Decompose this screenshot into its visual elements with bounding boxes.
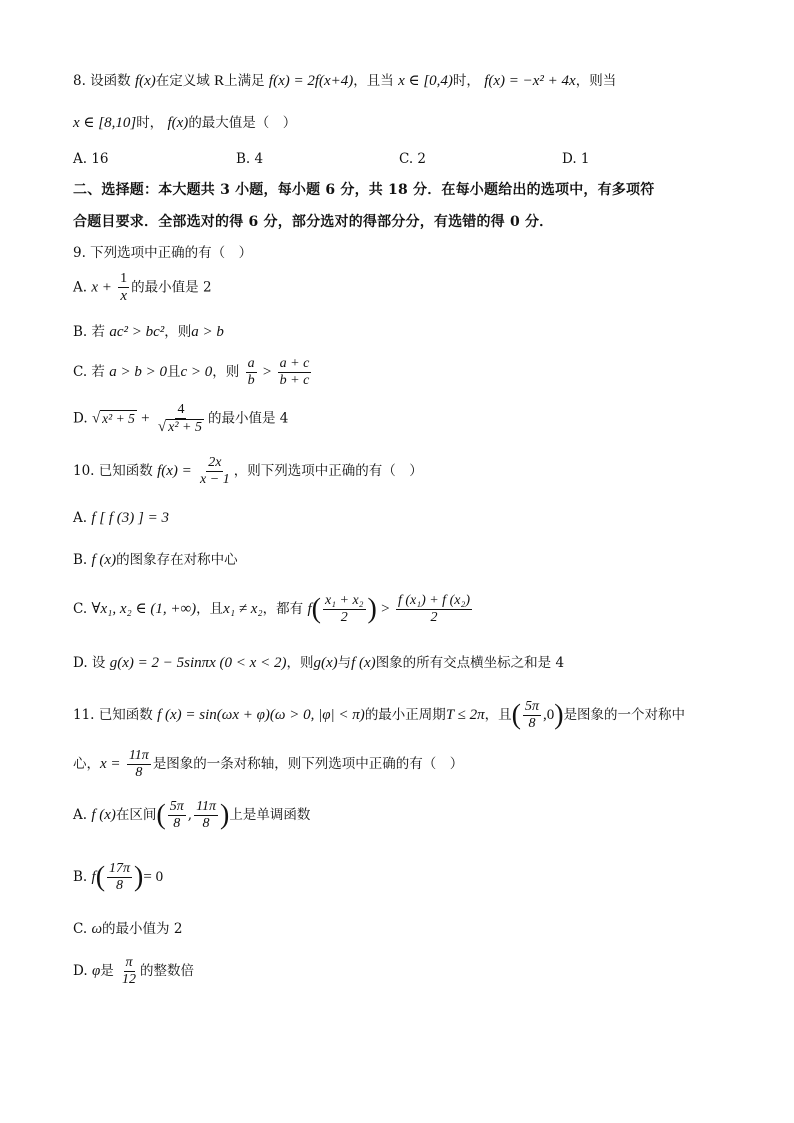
option-label: A. xyxy=(73,279,88,296)
math: g(x) xyxy=(313,655,338,671)
text: 的整数倍 xyxy=(140,963,195,980)
paren-left: ( xyxy=(311,593,321,625)
math: φ xyxy=(91,963,101,980)
text: 上满足 xyxy=(224,73,265,89)
section-heading-line1: 二、选择题：本大题共 3 小题，每小题 6 分，共 18 分．在每小题给出的选项中，有多项符 xyxy=(73,182,655,198)
text: 与 xyxy=(337,655,352,671)
math: > xyxy=(262,364,272,381)
q11-option-d xyxy=(73,956,730,987)
math: ∀x₁, x₂ ∈ (1, +∞) xyxy=(91,601,197,618)
sqrt-sign: √ xyxy=(157,418,167,435)
numerator: 11π xyxy=(128,748,149,763)
text: ，且 xyxy=(484,707,512,724)
fraction xyxy=(198,456,232,487)
math: f(x) = −x² + 4x xyxy=(484,73,576,89)
paren-left: ( xyxy=(95,861,106,893)
paren-right: ) xyxy=(367,593,377,625)
option-label: C. 若 xyxy=(73,364,105,381)
q9-stem: 9. 下列选项中正确的有（ ） xyxy=(73,245,253,261)
fraction xyxy=(194,800,218,831)
math: g(x) = 2 − 5sinπx (0 < x < 2) xyxy=(109,655,287,671)
q8-stem-line1 xyxy=(73,72,730,90)
fraction xyxy=(156,403,206,435)
q10-number: 10. 已知函数 xyxy=(73,463,153,480)
math: f(x) = 2f(x+4) xyxy=(268,73,354,89)
denominator: 12 xyxy=(122,971,137,987)
text: ，都有 xyxy=(262,601,304,618)
fraction xyxy=(246,357,257,388)
math: x + xyxy=(91,279,112,296)
numerator: 4 xyxy=(177,402,185,417)
denominator: x xyxy=(120,287,127,304)
numerator: 17π xyxy=(109,861,131,876)
text: ，则当 xyxy=(575,73,617,89)
denominator: 8 xyxy=(202,815,210,831)
paren-left: ( xyxy=(156,799,166,831)
numerator: f (x₁) + f (x₂) xyxy=(397,593,470,608)
section-heading-line2: 合题目要求．全部选对的得 6 分，部分选对的得部分分，有选错的得 0 分． xyxy=(73,214,554,230)
math: a > b > 0 xyxy=(109,364,167,381)
math: ,0 xyxy=(542,707,555,724)
math: f(x) xyxy=(134,73,156,89)
math: a > b xyxy=(191,324,224,340)
sqrt-radicand: x² + 5 xyxy=(168,419,202,435)
q8-options xyxy=(73,151,730,167)
fraction xyxy=(118,272,129,304)
option-b: B. 4 xyxy=(236,151,264,167)
text: 图象的所有交点横坐标之和是 4 xyxy=(375,655,565,671)
text: 是图象的一个对称中 xyxy=(563,707,686,724)
q11-option-c xyxy=(73,920,730,938)
text: 的最小正周期 xyxy=(364,707,446,724)
option-label: D. xyxy=(73,410,88,427)
fraction xyxy=(127,749,151,780)
text: 且 xyxy=(166,364,181,381)
math: + xyxy=(141,410,150,427)
text: 是图象的一条对称轴，则下列选项中正确的有（ ） xyxy=(152,756,464,773)
option-label: D. 设 xyxy=(73,655,106,671)
math: f xyxy=(307,601,312,618)
numerator: 11π xyxy=(196,799,217,814)
math: x = xyxy=(100,756,121,773)
numerator: a + c xyxy=(279,356,310,371)
text: 是 xyxy=(100,963,114,980)
math: R xyxy=(214,73,225,89)
option-label: B. xyxy=(73,552,88,568)
text: 时， xyxy=(452,73,480,89)
text: 的最小值为 2 xyxy=(102,921,183,937)
text: ，则下列选项中正确的有（ ） xyxy=(233,463,423,480)
option-c: C. 2 xyxy=(399,151,427,167)
math: T ≤ 2π xyxy=(445,707,485,724)
math: = 0 xyxy=(143,869,164,886)
q11-stem-line1 xyxy=(73,700,730,731)
text: 心， xyxy=(73,756,100,773)
q11-stem-line2 xyxy=(73,749,730,780)
math: f (x) = sin(ωx + φ)(ω > 0, |φ| < π) xyxy=(157,707,365,724)
math: f(x) xyxy=(167,115,189,131)
q10-stem xyxy=(73,456,730,487)
denominator: 8 xyxy=(135,764,143,780)
paren-right: ) xyxy=(220,799,230,831)
fraction xyxy=(120,956,138,987)
denominator: b + c xyxy=(279,372,310,388)
fraction xyxy=(396,594,472,625)
denominator: 8 xyxy=(528,715,536,731)
denominator: 2 xyxy=(340,609,348,625)
q9-option-b xyxy=(73,323,730,341)
math: x ∈ [8,10] xyxy=(73,115,137,131)
option-label: A. xyxy=(73,510,88,526)
denominator: 2 xyxy=(430,609,438,625)
math: x ∈ [0,4) xyxy=(398,73,453,89)
denominator: 8 xyxy=(116,877,124,893)
q10-option-b xyxy=(73,551,730,569)
q8-stem-line2 xyxy=(73,114,730,132)
fraction xyxy=(278,357,312,388)
q10-option-a xyxy=(73,509,730,527)
numerator: 5π xyxy=(169,799,184,814)
q9-option-a xyxy=(73,272,730,304)
q9-option-d xyxy=(73,403,730,435)
option-label: C. xyxy=(73,921,88,937)
fraction xyxy=(523,700,541,731)
text: 在定义域 xyxy=(155,73,210,89)
math: f (x) xyxy=(351,655,376,671)
option-label: D. xyxy=(73,963,88,980)
paren-right: ) xyxy=(134,861,144,893)
text: 的最小值是 4 xyxy=(207,410,289,427)
q11-number: 11. 已知函数 xyxy=(73,707,153,724)
numerator: x₁ + x₂ xyxy=(324,593,364,608)
denominator: 8 xyxy=(173,815,181,831)
text: ，且 xyxy=(196,601,224,618)
denominator: x − 1 xyxy=(200,471,230,487)
fraction xyxy=(107,862,132,893)
numerator: a xyxy=(247,356,255,371)
denominator: b xyxy=(247,372,255,388)
numerator: 5π xyxy=(524,699,539,714)
math: ac² > bc² xyxy=(109,324,165,340)
numerator: 1 xyxy=(120,271,128,286)
text: ，则 xyxy=(286,655,314,671)
option-label: B. xyxy=(73,869,88,886)
q11-option-b xyxy=(73,862,730,893)
paren-left: ( xyxy=(511,699,521,731)
text: 在区间 xyxy=(115,807,157,824)
math: c > 0 xyxy=(180,364,213,381)
math: f [ f (3) ] = 3 xyxy=(91,510,169,526)
q8-number: 8. 设函数 xyxy=(73,73,131,89)
text: 的最大值是（ ） xyxy=(188,115,297,131)
option-a: A. 16 xyxy=(73,151,109,167)
q11-option-a: A. f (x)在区间( $\frac{5\pi}{8}$ , $\frac{11\pi}{8}$ )上是单调函数 xyxy=(73,799,311,831)
q10-option-d xyxy=(73,654,730,672)
text: 上是单调函数 xyxy=(229,807,311,824)
paren-right: ) xyxy=(554,699,564,731)
math: f(x) = xyxy=(157,463,192,480)
option-label: A. xyxy=(73,807,88,824)
math: f xyxy=(91,869,96,886)
math: f (x) xyxy=(91,807,116,824)
fraction xyxy=(323,594,366,625)
q10-option-c xyxy=(73,594,730,625)
text: 的图象存在对称中心 xyxy=(116,552,238,568)
option-d: D. 1 xyxy=(562,151,590,167)
text: ，且当 xyxy=(353,73,394,89)
math: > xyxy=(381,601,390,618)
math: x₁ ≠ x₂ xyxy=(223,601,263,618)
math: f (x) xyxy=(91,552,117,568)
math: ω xyxy=(91,921,103,937)
fraction xyxy=(168,800,186,831)
q9-option-c xyxy=(73,357,730,388)
text: 时， xyxy=(136,115,164,131)
option-label: B. 若 xyxy=(73,324,106,340)
text: ，则 xyxy=(212,364,240,381)
text: 的最小值是 2 xyxy=(131,279,212,296)
sqrt-radicand: x² + 5 xyxy=(102,410,135,426)
sqrt-sign: √ xyxy=(91,410,101,427)
numerator: 2x xyxy=(208,455,222,470)
numerator: π xyxy=(125,955,133,970)
text: ，则 xyxy=(164,324,192,340)
option-label: C. xyxy=(73,601,88,618)
